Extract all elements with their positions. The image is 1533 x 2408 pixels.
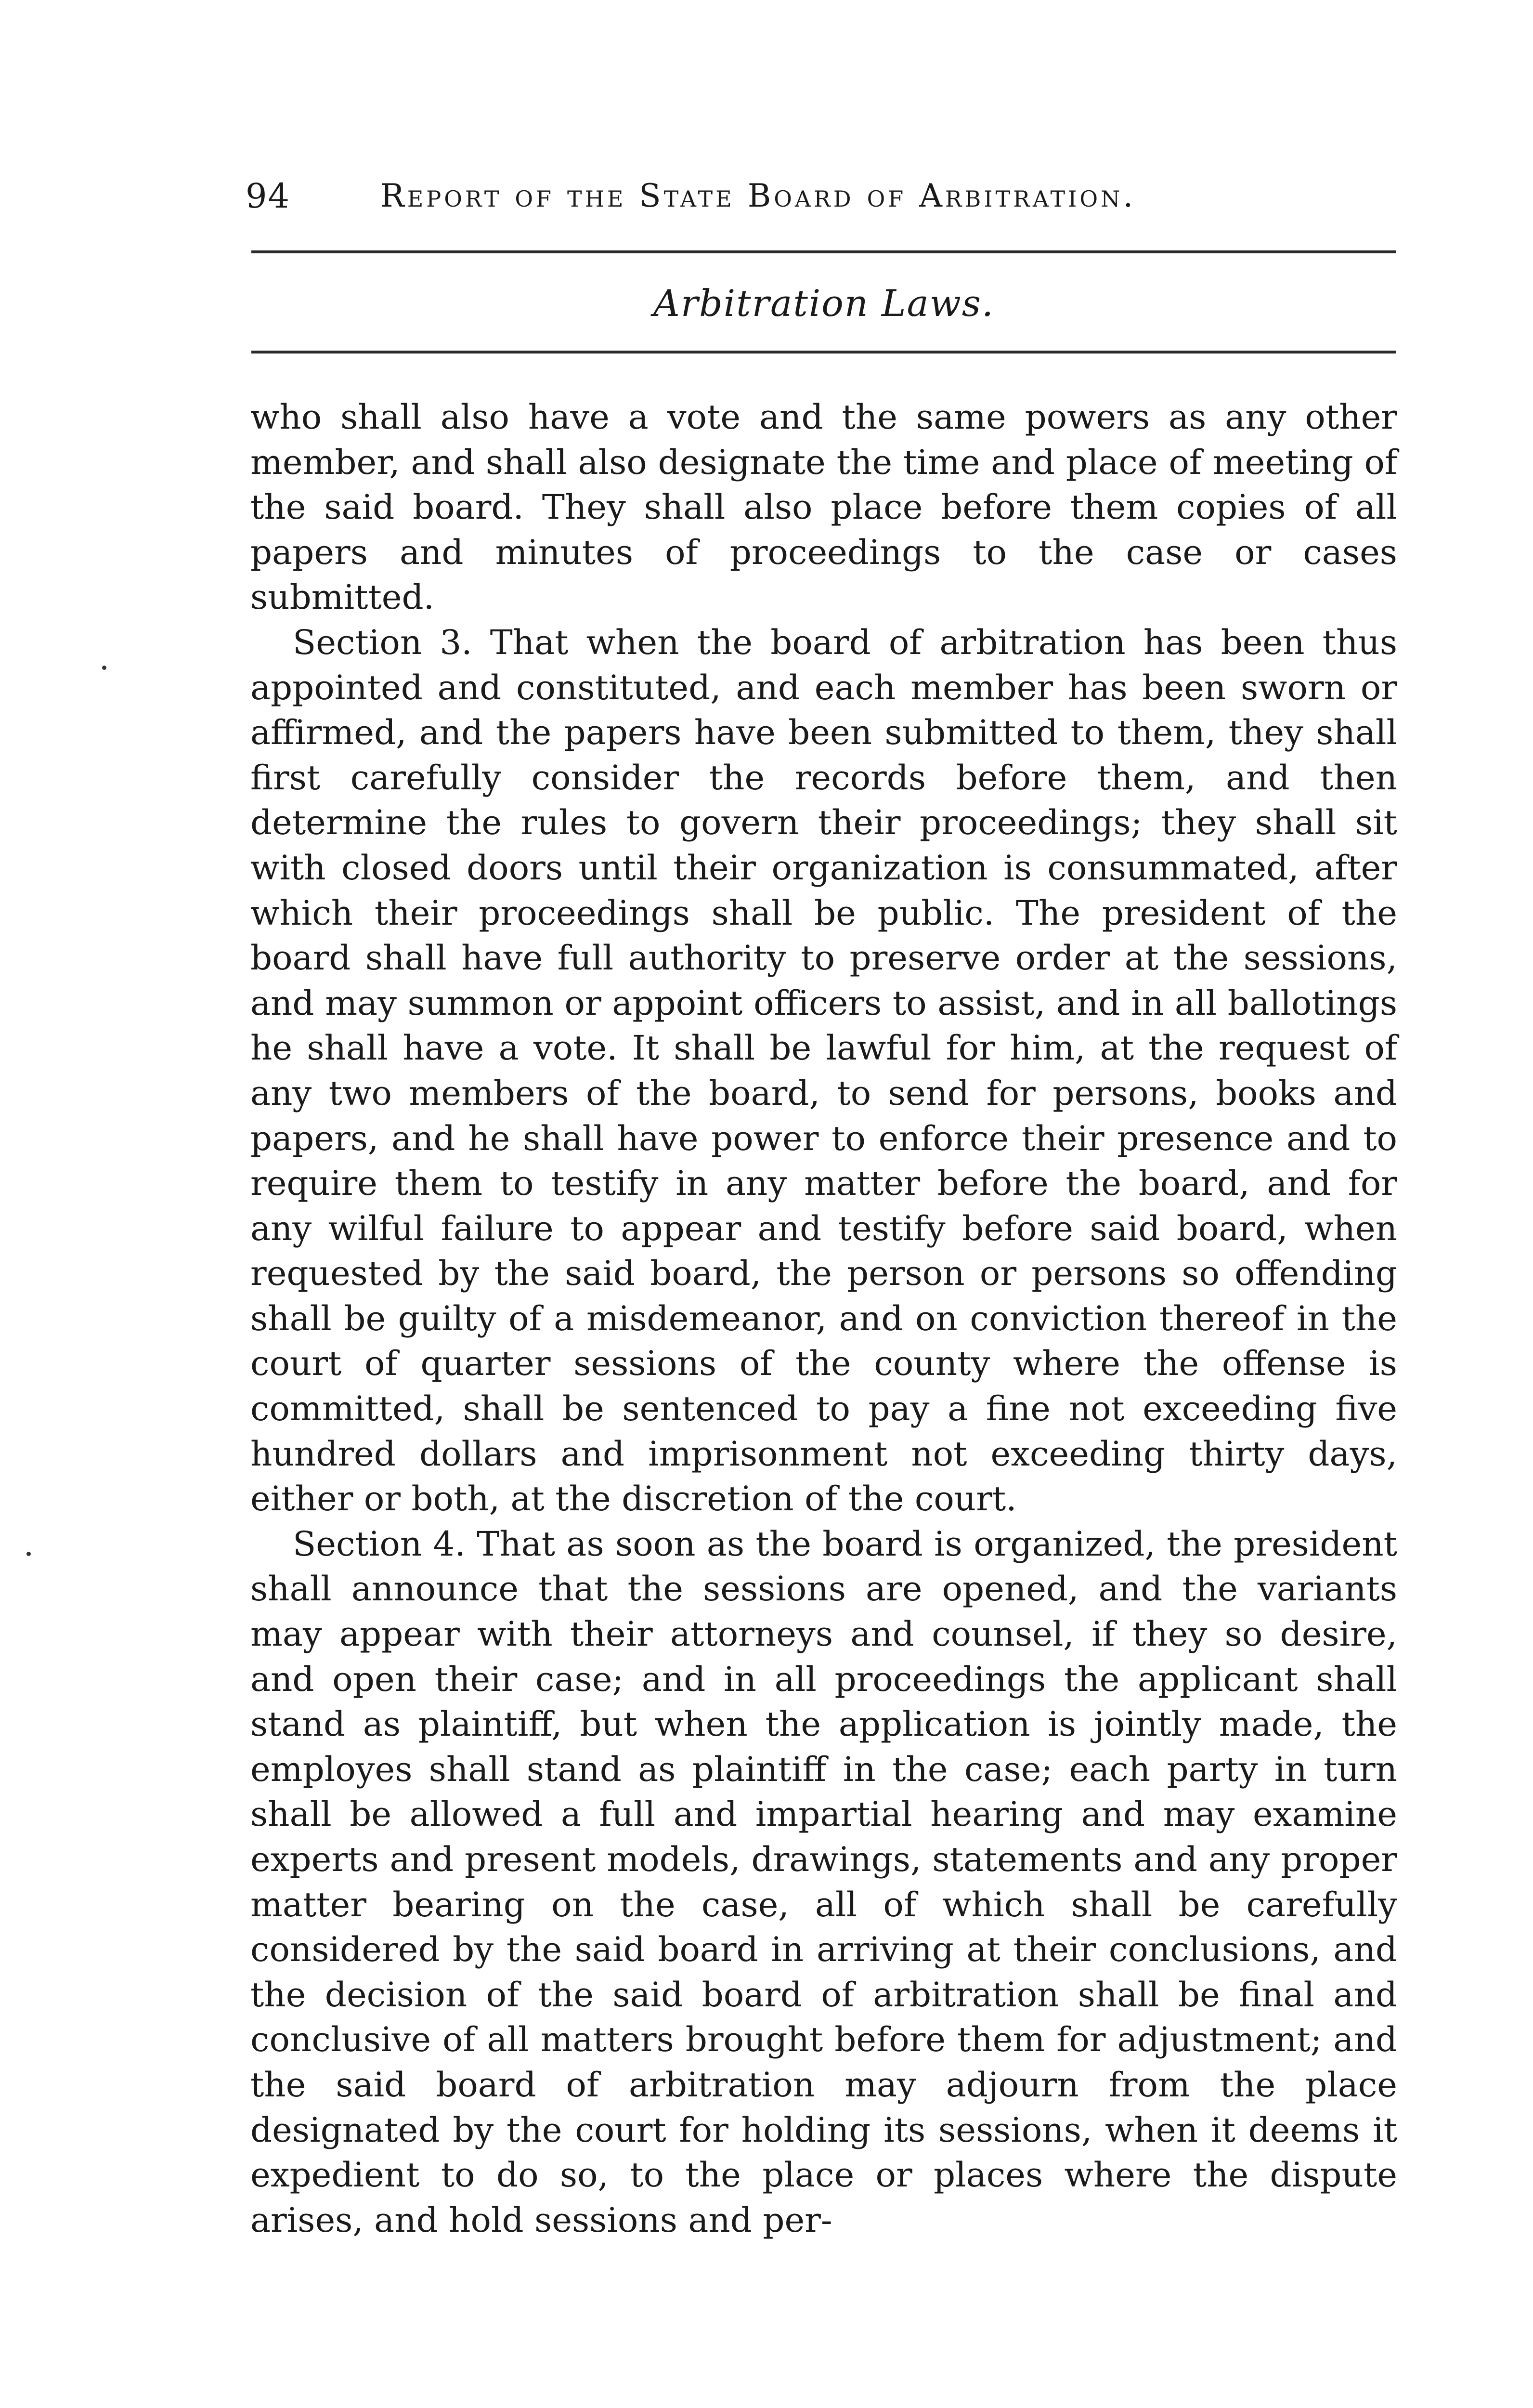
paragraph-section-3: Section 3. That when the board of arbitration has been thus appointed and constituted, and each member has been sworn or affirmed, and the papers have been submitted to them, they shall first carefully consider the records before them, and then determine the rules to govern their proceedings; they shall sit with closed doors until their organization is consummated, after which their proceedings shall be public. The president of the board shall have full authority to preserve order at the sessions, and may summon or appoint officers to assist, and in all ballotings he shall have a vote. It shall be lawful for him, at the request of any two members of the board, to send for persons, books and papers, and he shall have power to enforce their presence and to require them to testify in any matter before the board, and for any wilful failure to appear and testify before said board, when requested by the said board, the person or persons so offending shall be guilty of a misdemeanor, and on conviction thereof in the court of quarter sessions of the county where the offense is committed, shall be sentenced to pay a fine not exceeding five hundred dollars and imprisonment not exceeding thirty days, either or both, at the discretion of the court. xyxy=(250,622,1397,1519)
scan-speck xyxy=(102,666,106,670)
running-head xyxy=(246,170,1401,222)
body-text xyxy=(250,395,1397,2331)
page-number: 94 xyxy=(246,176,291,216)
section-heading: Arbitration Laws. xyxy=(653,282,995,325)
scan-speck xyxy=(26,1552,31,1556)
header-rule-bottom xyxy=(251,351,1396,353)
running-title: Report of the State Board of Arbitration. xyxy=(380,177,1136,214)
paragraph-section-4: Section 4. That as soon as the board is organized, the president shall announce that the sessions are opened, and the variants may appear with their attorneys and counsel, if they so desire, and open their case; and in all proceedings the applicant shall stand as plaintiff, but when the application is jointly made, the employes shall stand as plaintiff in the case; each party in turn shall be allowed a full and impartial hearing and may examine experts and present models, drawings, statements and any proper matter bearing on the case, all of which shall be carefully considered by the said board in arriving at their conclusions, and the decision of the said board of arbitration shall be final and conclusive of all matters brought before them for adjustment; and the said board of arbitration may adjourn from the place designated by the court for holding its sessions, when it deems it expedient to do so, to the place or places where the dispute arises, and hold sessions and per- xyxy=(250,1524,1397,2240)
header-rule-top xyxy=(251,250,1396,253)
paragraph-continuation: who shall also have a vote and the same powers as any other member, and shall also designate the time and place of meeting of the said board. They shall also place before them copies of all papers and minutes of proceedings to the case or cases submitted. xyxy=(250,397,1397,617)
